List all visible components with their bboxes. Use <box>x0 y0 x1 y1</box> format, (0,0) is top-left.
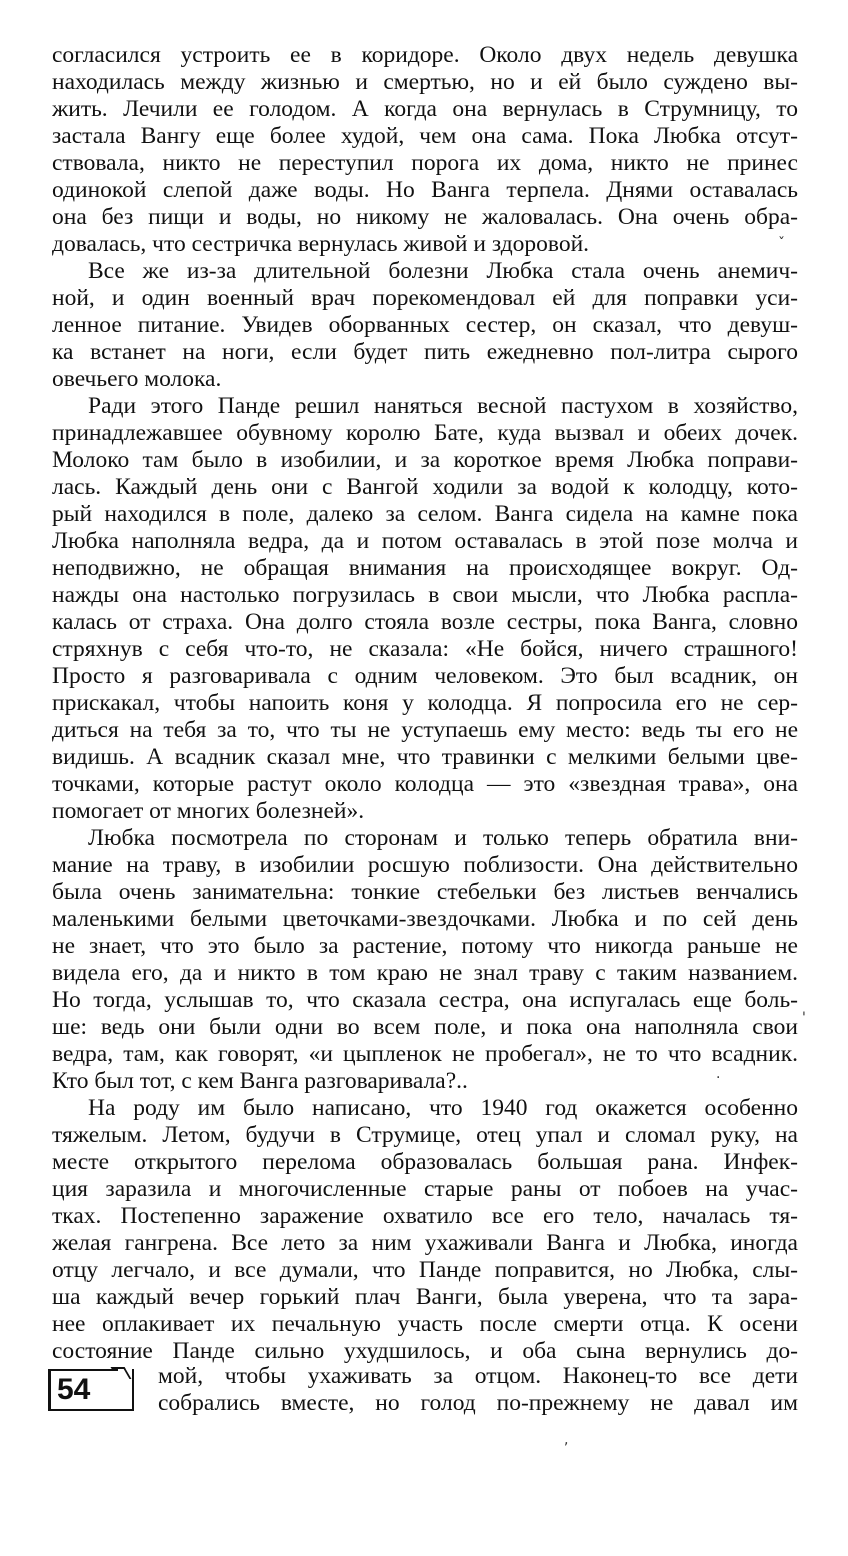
text-line: ка встанет на ноги, если будет пить ежедневно пол-литра сырого <box>52 339 798 365</box>
text-line: месте открытого перелома образовалась большая рана. Инфек- <box>52 1149 798 1175</box>
text-line: лась. Каждый день они с Вангой ходили за водой к колодцу, кото- <box>52 474 798 500</box>
text-line: она без пищи и воды, но никому не жаловалась. Она очень обра- <box>52 204 798 230</box>
text-line: одинокой слепой даже воды. Но Ванга терпела. Днями оставалась <box>52 177 798 203</box>
text-line: мой, чтобы ухаживать за отцом. Наконец-то все дети <box>158 1363 798 1389</box>
text-line: рый находился в поле, далеко за селом. Ванга сидела на камне пока <box>52 501 798 527</box>
page-number-box <box>48 1369 134 1411</box>
text-line: ствовала, никто не переступил порога их дома, никто не принес <box>52 150 798 176</box>
text-line: ленное питание. Увидев оборванных сестер, он сказал, что девуш- <box>52 312 798 338</box>
page-number: 54 <box>57 1373 91 1406</box>
text-line: нее оплакивает их печальную участь после смерти отца. К осени <box>52 1311 798 1337</box>
text-line: согласился устроить ее в коридоре. Около двух недель девушка <box>52 42 798 68</box>
text-line: точками, которые растут около колодца — это «звездная трава», она <box>52 771 798 797</box>
folio-text-block <box>158 1363 798 1417</box>
text-line: Молоко там было в изобилии, и за короткое время Любка поправи- <box>52 447 798 473</box>
text-line: неподвижно, не обращая внимания на происходящее вокруг. Од- <box>52 555 798 581</box>
scan-speck: ' <box>802 1010 806 1026</box>
text-line: ведра, там, как говорят, «и цыпленок не пробегал», не то что всадник. <box>52 1041 798 1067</box>
text-line: была очень занимательна: тонкие стебельки без листьев венчались <box>52 879 798 905</box>
text-line: ной, и один военный врач порекомендовал ей для поправки уси- <box>52 285 798 311</box>
text-line: видишь. А всадник сказал мне, что травинки с мелкими белыми цве- <box>52 744 798 770</box>
text-line: помогает от многих болезней». <box>52 798 365 824</box>
text-line: диться на тебя за то, что ты не уступаешь ему место: ведь ты его не <box>52 717 798 743</box>
text-line: Просто я разговаривала с одним человеком. Это был всадник, он <box>52 663 798 689</box>
text-line: На роду им было написано, что 1940 год окажется особенно <box>88 1095 798 1121</box>
folio-row <box>48 1363 798 1417</box>
text-line: тяжелым. Летом, будучи в Струмице, отец упал и сломал руку, на <box>52 1122 798 1148</box>
text-line: находилась между жизнью и смертью, но и ей было суждено вы- <box>52 69 798 95</box>
text-line: не знает, что это было за растение, потому что никогда раньше не <box>52 933 798 959</box>
text-line: Кто был тот, с кем Ванга разговаривала?.. <box>52 1068 468 1094</box>
text-line: тках. Постепенно заражение охватило все его тело, началась тя- <box>52 1203 798 1229</box>
text-line: нажды она настолько погрузилась в свои мысли, что Любка распла- <box>52 582 798 608</box>
text-line: маленькими белыми цветочками-звездочками. Любка и по сей день <box>52 906 798 932</box>
text-line: принадлежавшее обувному королю Бате, куда вызвал и обеих дочек. <box>52 420 798 446</box>
text-line: Любка наполняла ведра, да и потом оставалась в этой позе молча и <box>52 528 798 554</box>
text-line: Ради этого Панде решил наняться весной пастухом в хозяйство, <box>88 393 798 419</box>
text-line: собрались вместе, но голод по-прежнему не давал им <box>158 1390 798 1416</box>
text-line: довалась, что сестричка вернулась живой и здоровой. <box>52 231 590 257</box>
page-body <box>52 42 798 1365</box>
text-line: калась от страха. Она долго стояла возле сестры, пока Ванга, словно <box>52 609 798 635</box>
text-line: ция заразила и многочисленные старые раны от побоев на учас- <box>52 1176 798 1202</box>
scan-speck: · <box>716 1070 721 1086</box>
text-line: мание на траву, в изобилии росшую поблизости. Она действительно <box>52 852 798 878</box>
text-line: застала Вангу еще более худой, чем она сама. Пока Любка отсут- <box>52 123 798 149</box>
text-line: прискакал, чтобы напоить коня у колодца. Я попросила его не сер- <box>52 690 798 716</box>
text-line: стряхнув с себя что-то, не сказала: «Не бойся, ничего страшного! <box>52 636 798 662</box>
text-line: видела его, да и никто в том краю не знал траву с таким названием. <box>52 960 798 986</box>
scan-speck: ˇ <box>778 236 785 252</box>
text-line: Все же из-за длительной болезни Любка стала очень анемич- <box>88 258 798 284</box>
text-line: Любка посмотрела по сторонам и только теперь обратила вни- <box>88 825 798 851</box>
text-line: ша каждый вечер горький плач Ванги, была уверена, что та зара- <box>52 1284 798 1310</box>
text-line: ше: ведь они были одни во всем поле, и пока она наполняла свои <box>52 1014 798 1040</box>
text-line: овечьего молока. <box>52 366 222 392</box>
text-line: состояние Панде сильно ухудшилось, и оба сына вернулись до- <box>52 1338 798 1364</box>
text-line: отцу легчало, и все думали, что Панде поправится, но Любка, слы- <box>52 1257 798 1283</box>
text-line: Но тогда, услышав то, что сказала сестра, она испугалась еще боль- <box>52 987 798 1013</box>
text-line: желая гангрена. Все лето за ним ухаживали Ванга и Любка, иногда <box>52 1230 798 1256</box>
text-line: жить. Лечили ее голодом. А когда она вернулась в Струмницу, то <box>52 96 798 122</box>
scan-speck: , <box>564 1432 569 1448</box>
